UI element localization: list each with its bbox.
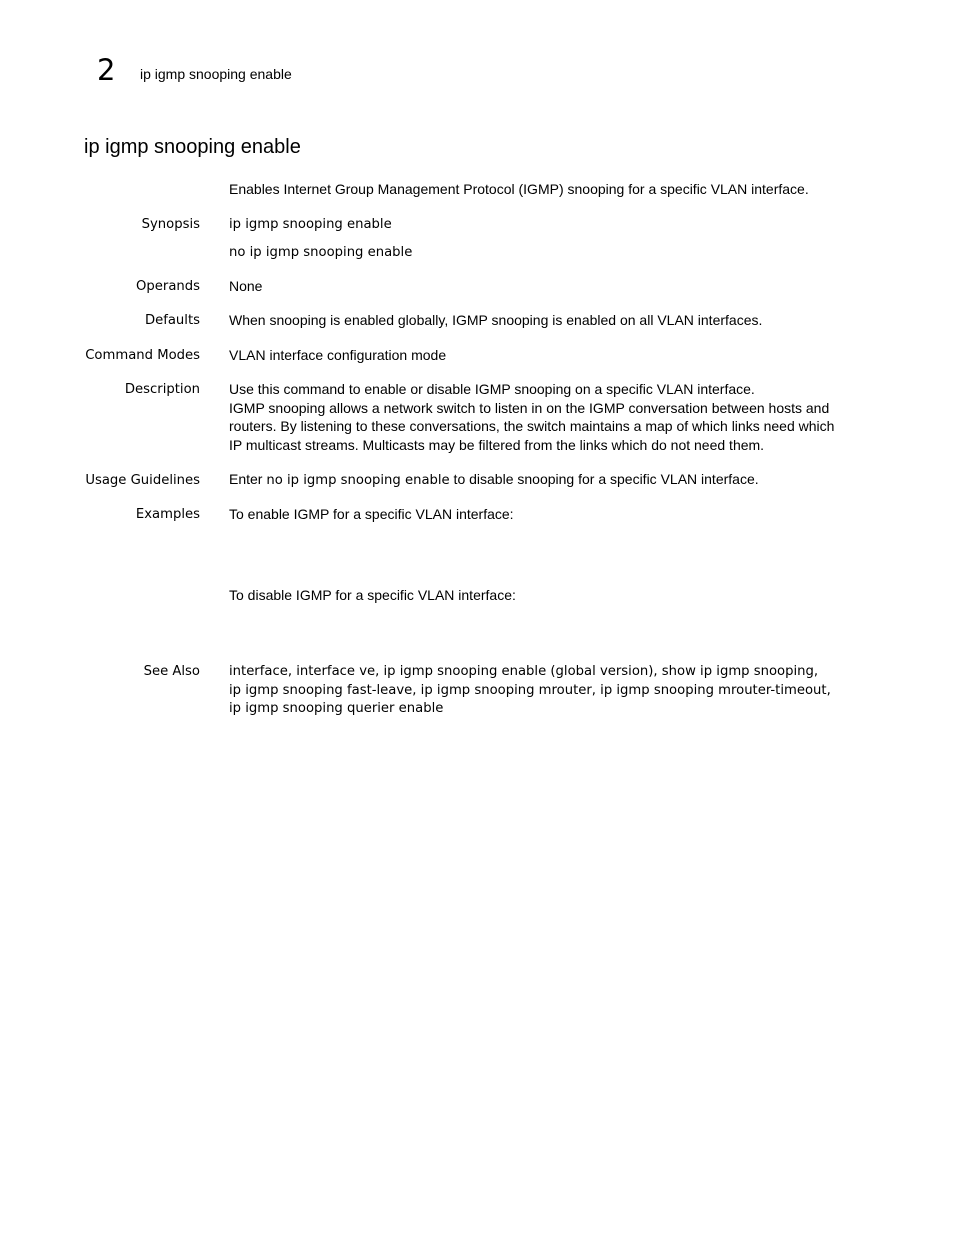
running-title: ip igmp snooping enable — [140, 66, 292, 82]
example-enable-text: To enable IGMP for a specific VLAN interface: — [229, 506, 514, 522]
examples-label: Examples — [135, 507, 200, 522]
page-title: ip igmp snooping enable — [84, 136, 301, 158]
usage-guidelines-label: Usage Guidelines — [85, 473, 200, 488]
see-also-links — [229, 663, 889, 719]
command-modes-text: VLAN interface configuration mode — [229, 347, 447, 363]
usage-command: no ip igmp snooping enable — [266, 473, 450, 488]
see-also-label: See Also — [143, 664, 200, 679]
command-modes-label: Command Modes — [85, 348, 200, 363]
example-disable-text: To disable IGMP for a specific VLAN interface: — [229, 587, 516, 603]
intro-text: Enables Internet Group Management Protocol (IGMP) snooping for a specific VLAN interface. — [229, 181, 809, 197]
description-line: IGMP snooping allows a network switch to listen in on the IGMP conversation between hosts and — [229, 399, 830, 416]
synopsis-no-command: no ip igmp snooping enable — [229, 245, 413, 260]
usage-prefix: Enter — [229, 471, 267, 487]
description-line: routers. By listening to these conversations, the switch maintains a map of which links need which — [229, 418, 835, 434]
chapter-number: 2 — [97, 53, 116, 87]
operands-label: Operands — [136, 279, 200, 294]
description-text — [229, 380, 889, 454]
description-line: IP multicast streams. Multicasts may be filtered from the links which do not need them. — [229, 436, 765, 453]
see-also-line[interactable]: interface, interface ve, ip igmp snooping enable (global version), show ip igmp snooping, — [229, 664, 819, 679]
defaults-text: When snooping is enabled globally, IGMP snooping is enabled on all VLAN interfaces. — [229, 312, 763, 328]
synopsis-command: ip igmp snooping enable — [229, 217, 392, 232]
description-line: Use this command to enable or disable IGMP snooping on a specific VLAN interface. — [229, 381, 755, 397]
see-also-line[interactable]: ip igmp snooping fast-leave, ip igmp snooping mrouter, ip igmp snooping mrouter-timeout, — [229, 682, 831, 698]
description-label: Description — [124, 382, 200, 397]
see-also-line[interactable]: ip igmp snooping querier enable — [229, 701, 444, 716]
synopsis-label: Synopsis — [141, 217, 200, 232]
defaults-label: Defaults — [144, 313, 200, 328]
usage-guidelines-text — [229, 470, 889, 491]
usage-suffix: to disable snooping for a specific VLAN interface. — [449, 471, 759, 487]
operands-text: None — [229, 278, 263, 294]
